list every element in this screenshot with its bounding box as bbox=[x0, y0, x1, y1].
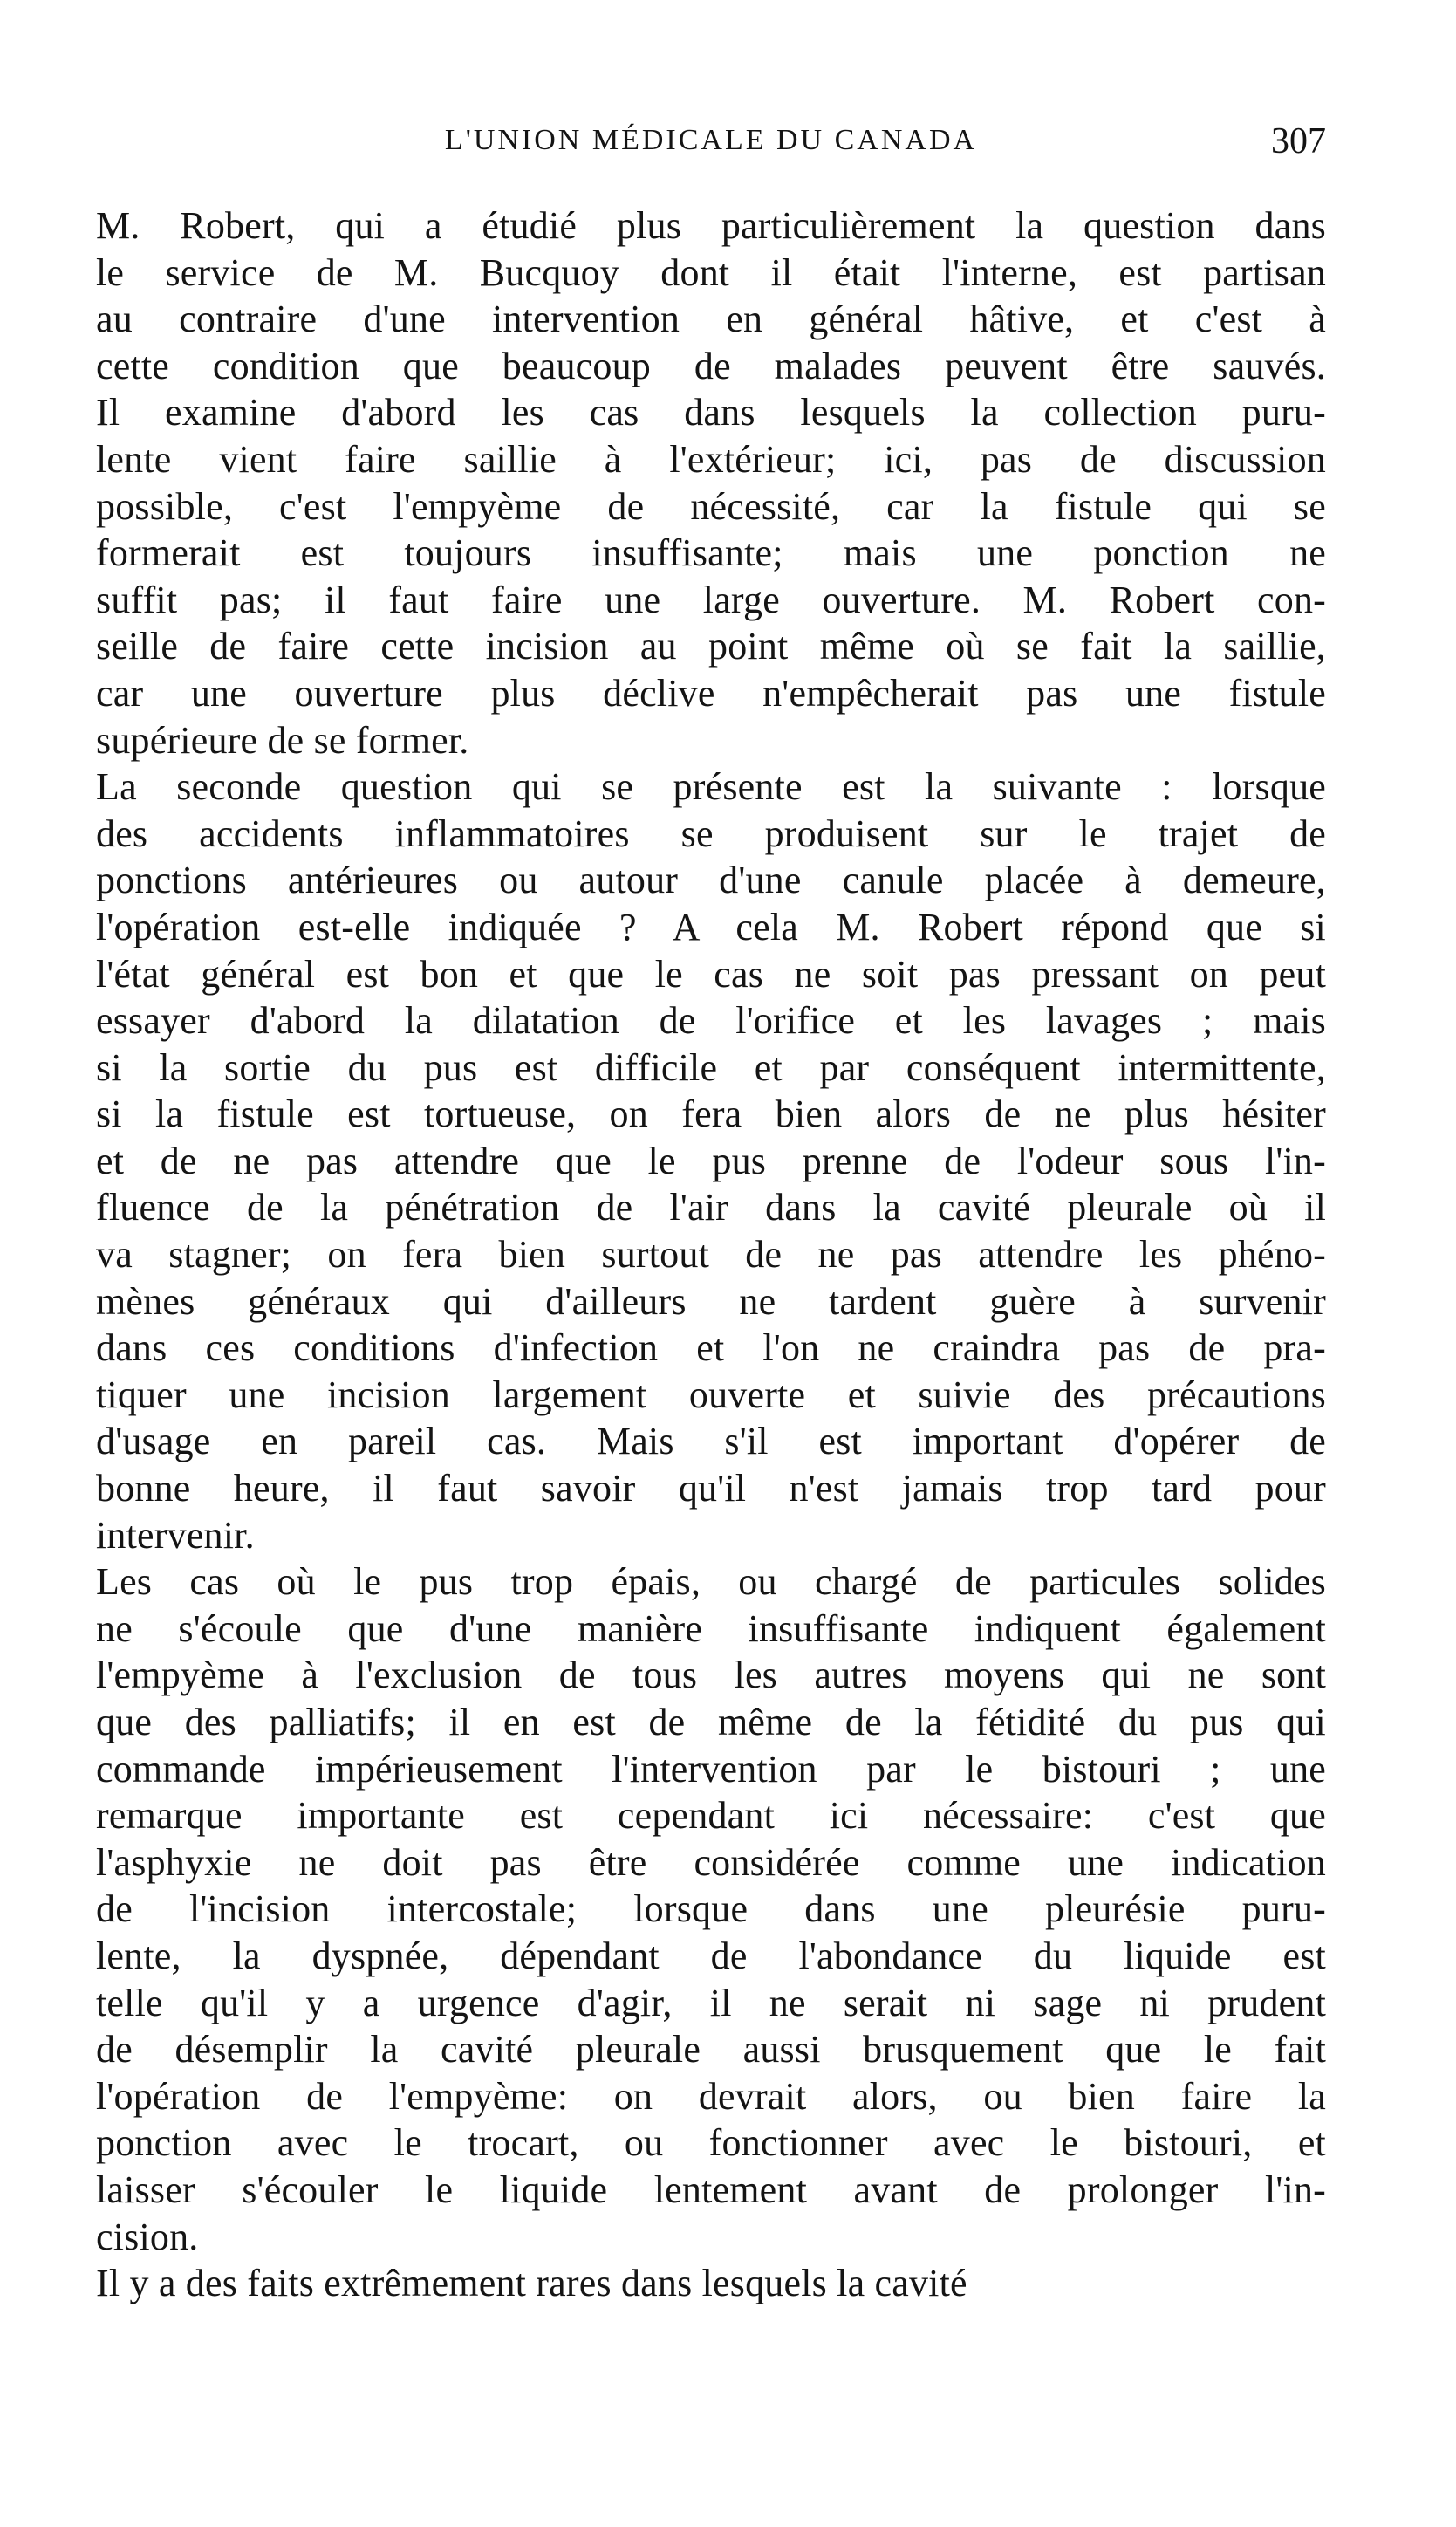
text-line: cision. bbox=[96, 2215, 199, 2258]
text-line: de désemplir la cavité pleurale aussi brusquement que le fait bbox=[96, 2028, 1326, 2072]
text-line: ne s'écoule que d'une manière insuffisante indiquent également bbox=[96, 1606, 1326, 1650]
text-line: bonne heure, il faut savoir qu'il n'est jamais trop tard pour bbox=[96, 1467, 1326, 1510]
paragraph bbox=[96, 1558, 1326, 2260]
paragraph bbox=[96, 764, 1326, 1558]
text-line: intervenir. bbox=[96, 1513, 255, 1557]
running-head bbox=[96, 120, 1326, 173]
text-line: d'usage en pareil cas. Mais s'il est important d'opérer de bbox=[96, 1420, 1326, 1463]
text-line: cette condition que beaucoup de malades peuvent être sauvés. bbox=[96, 344, 1326, 387]
text-line: le service de M. Bucquoy dont il était l'interne, est partisan bbox=[96, 250, 1326, 294]
journal-title: L'UNION MÉDICALE DU CANADA bbox=[444, 124, 978, 156]
text-line: lente vient faire saillie à l'extérieur; ici, pas de discussion bbox=[96, 437, 1326, 481]
text-line: fluence de la pénétration de l'air dans la cavité pleurale où il bbox=[96, 1186, 1326, 1229]
text-line: Les cas où le pus trop épais, ou chargé de particules solides bbox=[96, 1560, 1326, 1604]
text-line: de l'incision intercostale; lorsque dans une pleurésie puru- bbox=[96, 1887, 1326, 1931]
text-line: au contraire d'une intervention en général hâtive, et c'est à bbox=[96, 298, 1326, 341]
text-line: va stagner; on fera bien surtout de ne pas attendre les phéno- bbox=[96, 1233, 1326, 1277]
text-line: Il y a des faits extrêmement rares dans lesquels la cavité bbox=[96, 2262, 967, 2305]
text-line: essayer d'abord la dilatation de l'orifice et les lavages ; mais bbox=[96, 999, 1326, 1043]
text-line: Il examine d'abord les cas dans lesquels la collection puru- bbox=[96, 391, 1326, 435]
text-line: laisser s'écouler le liquide lentement avant de prolonger l'in- bbox=[96, 2167, 1326, 2211]
text-line: remarque importante est cependant ici nécessaire: c'est que bbox=[96, 1794, 1326, 1838]
text-line: seille de faire cette incision au point même où se fait la saillie, bbox=[96, 625, 1326, 668]
text-line: supérieure de se former. bbox=[96, 718, 469, 762]
paragraph bbox=[96, 202, 1326, 764]
text-line: lente, la dyspnée, dépendant de l'abondance du liquide est bbox=[96, 1934, 1326, 1977]
text-line: M. Robert, qui a étudié plus particulièrement la question dans bbox=[96, 204, 1326, 247]
text-line: suffit pas; il faut faire une large ouverture. M. Robert con- bbox=[96, 578, 1326, 621]
text-line: mènes généraux qui d'ailleurs ne tardent guère à survenir bbox=[96, 1279, 1326, 1323]
text-line: car une ouverture plus déclive n'empêcherait pas une fistule bbox=[96, 671, 1326, 715]
text-line: ponction avec le trocart, ou fonctionner avec le bistouri, et bbox=[96, 2121, 1326, 2165]
text-line: La seconde question qui se présente est la suivante : lorsque bbox=[96, 765, 1326, 809]
paragraph bbox=[96, 2260, 1326, 2307]
text-line: et de ne pas attendre que le pus prenne de l'odeur sous l'in- bbox=[96, 1139, 1326, 1182]
body-text bbox=[96, 202, 1326, 2307]
text-line: l'état général est bon et que le cas ne soit pas pressant on peut bbox=[96, 952, 1326, 996]
text-line: dans ces conditions d'infection et l'on ne craindra pas de pra- bbox=[96, 1326, 1326, 1370]
text-line: si la fistule est tortueuse, on fera bien alors de ne plus hésiter bbox=[96, 1092, 1326, 1136]
text-line: possible, c'est l'empyème de nécessité, car la fistule qui se bbox=[96, 484, 1326, 528]
text-line: des accidents inflammatoires se produisent sur le trajet de bbox=[96, 812, 1326, 855]
text-line: l'opération de l'empyème: on devrait alors, ou bien faire la bbox=[96, 2074, 1326, 2118]
text-line: ponctions antérieures ou autour d'une canule placée à demeure, bbox=[96, 859, 1326, 902]
text-line: que des palliatifs; il en est de même de la fétidité du pus qui bbox=[96, 1701, 1326, 1743]
text-line: formerait est toujours insuffisante; mais une ponction ne bbox=[96, 531, 1326, 575]
text-line: si la sortie du pus est difficile et par conséquent intermittente, bbox=[96, 1045, 1326, 1089]
text-line: l'opération est-elle indiquée ? A cela M. Robert répond que si bbox=[96, 905, 1326, 948]
page-number: 307 bbox=[1271, 121, 1326, 161]
text-line: commande impérieusement l'intervention par le bistouri ; une bbox=[96, 1747, 1326, 1791]
text-line: l'empyème à l'exclusion de tous les autres moyens qui ne sont bbox=[96, 1654, 1326, 1697]
text-line: l'asphyxie ne doit pas être considérée comme une indication bbox=[96, 1840, 1326, 1884]
text-line: telle qu'il y a urgence d'agir, il ne serait ni sage ni prudent bbox=[96, 1981, 1326, 2024]
text-line: tiquer une incision largement ouverte et suivie des précautions bbox=[96, 1373, 1326, 1416]
